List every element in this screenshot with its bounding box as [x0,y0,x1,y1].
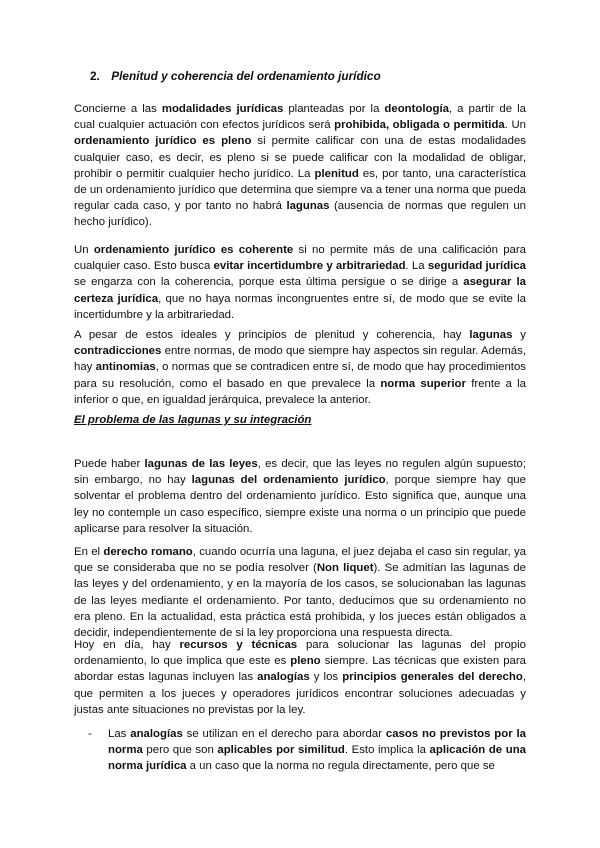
bullet-analogias: Las analogías se utilizan en el derecho para abordar casos no previstos por la norma pero que son aplicables por similitud. Esto implica la aplicación de una norma jurídica a un caso que la norma no regula directamente, pero que se [108,728,527,773]
bold-term: casos no previstos por la norma [108,728,527,757]
bold-term: prohibida, obligada o permitida [334,119,505,132]
bold-term: seguridad jurídica [427,260,527,273]
paragraph-lagunas-contradicciones: A pesar de estos ideales y principios de plenitud y coherencia, hay lagunas y contradicciones entre normas, de modo que siempre hay aspectos sin regular. Además, hay antinomias, o normas que se contradicen entre sí, de modo que hay procedimientos para su resolución, como el basado en que prevalece la norma superior frente a la inferior o que, en igualdad jerárquica, prevalece la anterior. [74,329,526,406]
bold-term: analogías [257,671,310,684]
bold-term: asegurar la certeza jurídica [74,276,526,305]
bold-term: ordenamiento jurídico es coherente [93,244,294,256]
section-heading [90,68,381,84]
bold-term: modalidades jurídicas [161,103,284,115]
bold-term: recursos y técnicas [179,639,298,651]
bold-term: plenitud [314,167,359,180]
section-number: 2. [90,69,100,83]
paragraph-derecho-romano: En el derecho romano, cuando ocurría una laguna, el juez dejaba el caso sin regular, ya que se consideraba que no se podía resolver (Non liquet). Se admitían las lagunas de las leyes y del ordenamiento, y en la mayoría de los casos, se solucionaban las lagunas de las leyes mediante el ordenamiento. Por tanto, deducimos que su ordenamiento no era pleno. En la actualidad, esta práctica está prohibida, y los jueces están obligados a decidir, independientemente de si la ley proporciona una respuesta directa. [74,546,526,640]
paragraph-modalidades: Concierne a las modalidades jurídicas planteadas por la deontología, a partir de la cual cualquier actuación con efectos jurídicos será prohibida, obligada o permitida. Un ordenamiento jurídico es pleno si permite calificar con una de estas modalidades cualquier caso, es decir, es pleno si se puede calificar con la modalidad de obligar, prohibir o permitir cualquier hecho jurídico. La plenitud es, por tanto, una característica de un ordenamiento jurídico que determina que siempre va a tener una norma que pueda regular cada caso, y por tanto no habrá lagunas (ausencia de normas que regulen un hecho jurídico). [74,103,527,229]
subsection-heading: El problema de las lagunas y su integración [74,414,312,426]
bold-term: Non liquet [316,562,374,575]
bold-term: aplicables por similitud [217,744,345,757]
bold-term: derecho romano [103,546,193,558]
bold-term: ordenamiento jurídico es pleno [74,135,252,148]
bold-term: lagunas [469,329,513,341]
bold-term: principios generales del derecho [342,671,523,684]
bullet-marker: - [88,728,92,740]
bold-term: lagunas del ordenamiento jurídico [191,474,386,487]
section-title: Plenitud y coherencia del ordenamiento jurídico [111,69,381,83]
bold-term: pleno [290,655,321,668]
paragraph-coherencia: Un ordenamiento jurídico es coherente si no permite más de una calificación para cualquier caso. Esto busca evitar incertidumbre y arbitrariedad. La seguridad jurídica se engarza con la coherencia, porque esta última persigue o se dirige a asegurar la certeza jurídica, que no haya normas incongruentes entre sí, de modo que se evite la incertidumbre y la arbitrariedad. [74,244,527,321]
bold-term: deontología [384,103,449,115]
bold-term: contradicciones [74,345,162,358]
paragraph-lagunas-leyes: Puede haber lagunas de las leyes, es decir, que las leyes no regulen algún supuesto; sin embargo, no hay lagunas del ordenamiento jurídico, porque siempre hay que solventar el problema dentro del ordenamiento jurídico. Esto significa que, aunque una ley no contemple un caso específico, siempre existe una norma o un principio que puede aplicarse para resolver la situación. [74,458,526,535]
bold-term: norma superior [380,377,466,390]
paragraph-recursos-tecnicas: Hoy en día, hay recursos y técnicas para solucionar las lagunas del propio ordenamiento, lo que implica que este es pleno siempre. Las técnicas que existen para abordar estas lagunas incluyen las analogías y los principios generales del derecho, que permiten a los jueces y operadores jurídicos encontrar soluciones adecuadas y justas ante situaciones no previstas por la ley. [74,639,526,716]
bold-term: lagunas de las leyes [144,458,258,470]
bold-term: analogías [130,728,183,740]
bold-term: aplicación de una norma jurídica [108,744,526,773]
bold-term: evitar incertidumbre y arbitrariedad [213,260,406,273]
bold-term: lagunas [286,200,330,213]
bold-term: antinomias [95,361,156,374]
